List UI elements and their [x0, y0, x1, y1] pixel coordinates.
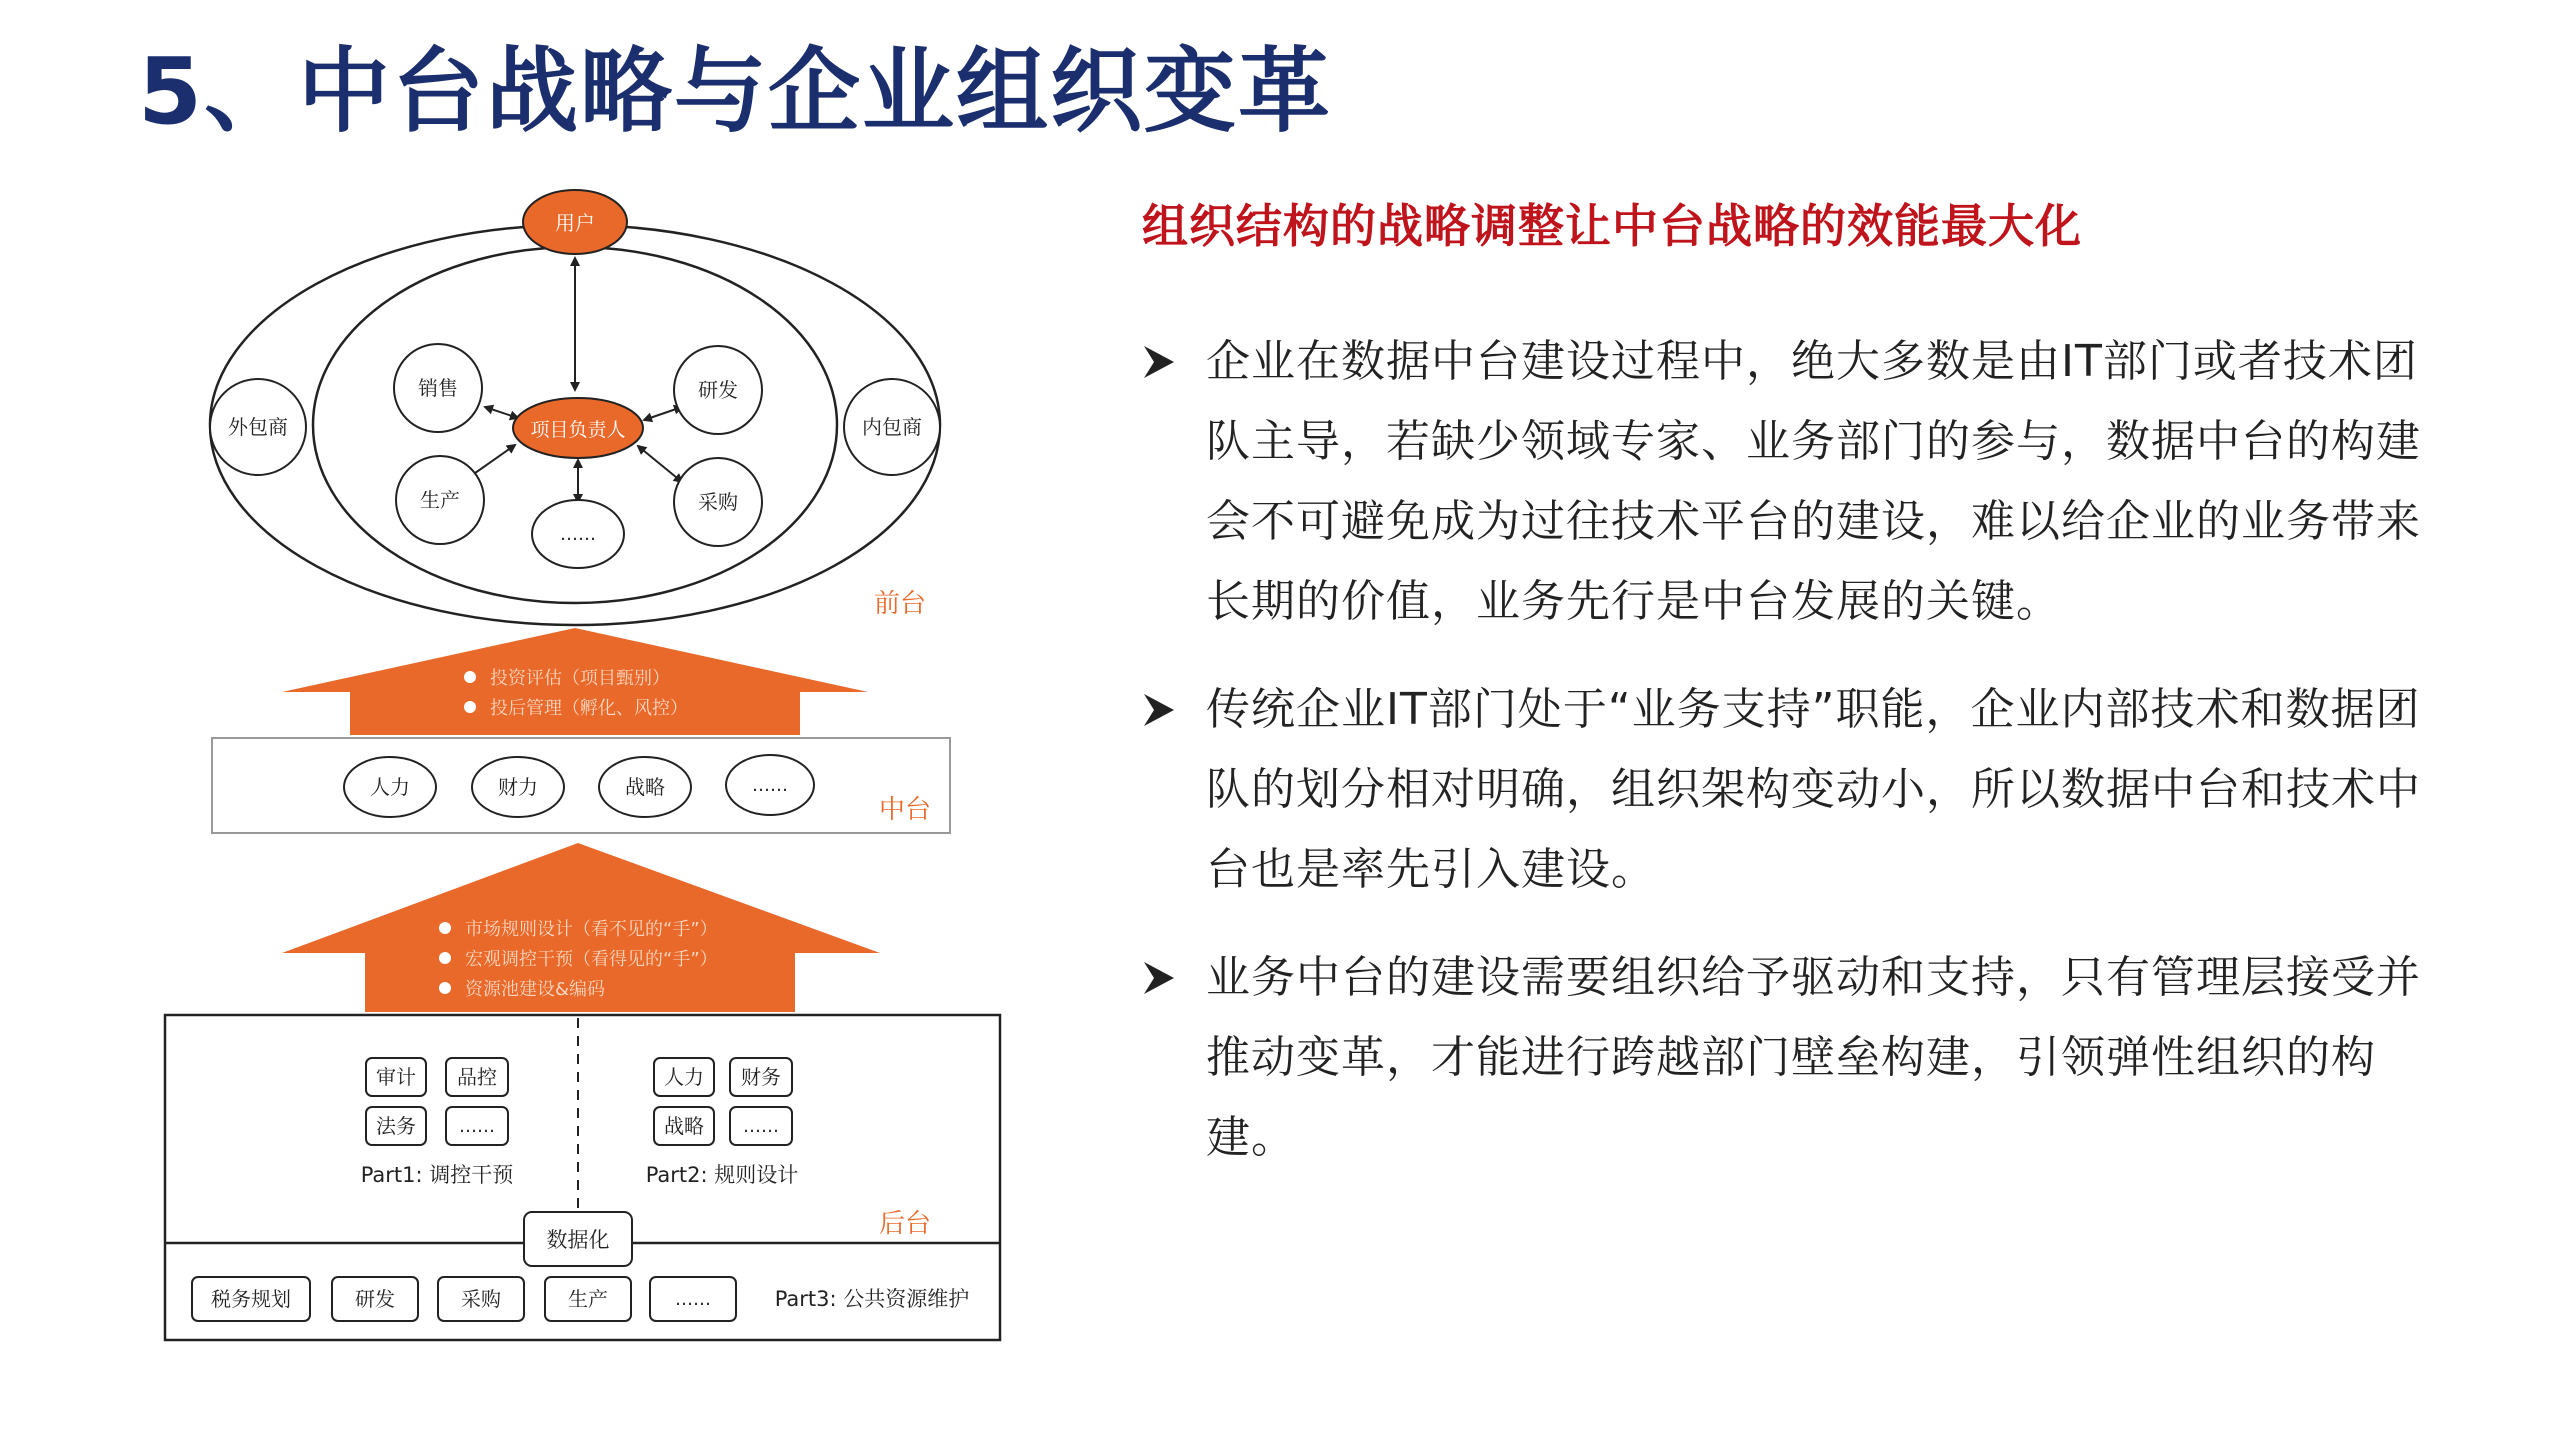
dept-label: 销售 [418, 376, 458, 400]
slide-title: 5、中台战略与企业组织变革 [138, 38, 1333, 145]
part2-box: …… [743, 1116, 779, 1137]
text-panel [1142, 190, 2462, 1206]
outsourcer-label: 外包商 [228, 415, 288, 439]
user-label: 用户 [555, 211, 595, 235]
part3-box: 采购 [461, 1287, 501, 1311]
lower-arrow-item: 宏观调控干预（看得见的“手”） [465, 949, 718, 970]
part3-box: 税务规划 [211, 1287, 291, 1311]
part2-box: 战略 [664, 1114, 704, 1138]
middle-stage-box [212, 738, 950, 833]
bullet-text: 传统企业IT部门处于“业务支持”职能，企业内部技术和数据团队的划分相对明确，组织架构变动小，所以数据中台和技术中台也是率先引入建设。 [1206, 684, 2421, 895]
part3-box: 生产 [568, 1287, 608, 1311]
dept-label: 研发 [698, 378, 738, 402]
upper-arrow [282, 628, 868, 735]
insourcer-label: 内包商 [862, 415, 922, 439]
arrow-bullet-icon [1142, 690, 1176, 730]
dept-label: 生产 [420, 488, 460, 512]
upper-arrow-item: 投后管理（孵化、风控） [490, 698, 688, 719]
middle-stage [212, 738, 950, 833]
middle-unit: …… [752, 775, 788, 796]
part3-box: …… [675, 1289, 711, 1310]
part1-box: …… [459, 1116, 495, 1137]
data-box: 数据化 [546, 1228, 610, 1252]
back-stage-label: 后台 [878, 1209, 932, 1239]
lower-arrow-item: 资源池建设&编码 [465, 979, 606, 1000]
part2-caption: Part2: 规则设计 [645, 1163, 799, 1187]
bullet-list [1142, 322, 2462, 1178]
middle-unit: 财力 [498, 775, 538, 799]
arrow-bullet-icon [1142, 958, 1176, 998]
dept-label: 采购 [698, 490, 738, 514]
bullet-item [1142, 322, 2462, 642]
middle-unit: 战略 [625, 775, 665, 799]
part2-box: 财务 [741, 1065, 781, 1089]
lower-arrow [282, 843, 880, 1012]
bullet-text: 企业在数据中台建设过程中，绝大多数是由IT部门或者技术团队主导，若缺少领域专家、业务部门的参与，数据中台的构建会不可避免成为过往技术平台的建设，难以给企业的业务带来长期的价值，业务先行是中台发展的关键。 [1206, 336, 2421, 627]
part2-box: 人力 [664, 1065, 704, 1089]
middle-stage-label: 中台 [878, 795, 932, 825]
upper-arrow-item: 投资评估（项目甄别） [490, 668, 670, 689]
part1-box: 法务 [376, 1114, 416, 1138]
bullet-text: 业务中台的建设需要组织给予驱动和支持，只有管理层接受并推动变革，才能进行跨越部门壁垒构建，引领弹性组织的构建。 [1206, 952, 2421, 1163]
section-heading: 组织结构的战略调整让中台战略的效能最大化 [1142, 199, 2082, 253]
back-stage [165, 1015, 1000, 1340]
arrow-bullet-icon [1142, 342, 1176, 382]
part1-box: 审计 [376, 1065, 416, 1089]
part1-box: 品控 [457, 1065, 497, 1089]
bullet-item [1142, 670, 2462, 910]
dept-label: …… [560, 524, 596, 545]
front-stage [210, 190, 940, 625]
project-lead-label: 项目负责人 [530, 419, 626, 441]
bullet-item [1142, 938, 2462, 1178]
part3-box: 研发 [355, 1287, 395, 1311]
part1-caption: Part1: 调控干预 [360, 1163, 514, 1187]
part3-caption: Part3: 公共资源维护 [774, 1287, 970, 1311]
lower-arrow-item: 市场规则设计（看不见的“手”） [465, 919, 718, 940]
front-stage-label: 前台 [873, 589, 927, 619]
org-diagram [0, 0, 1050, 1440]
middle-unit: 人力 [370, 775, 410, 799]
